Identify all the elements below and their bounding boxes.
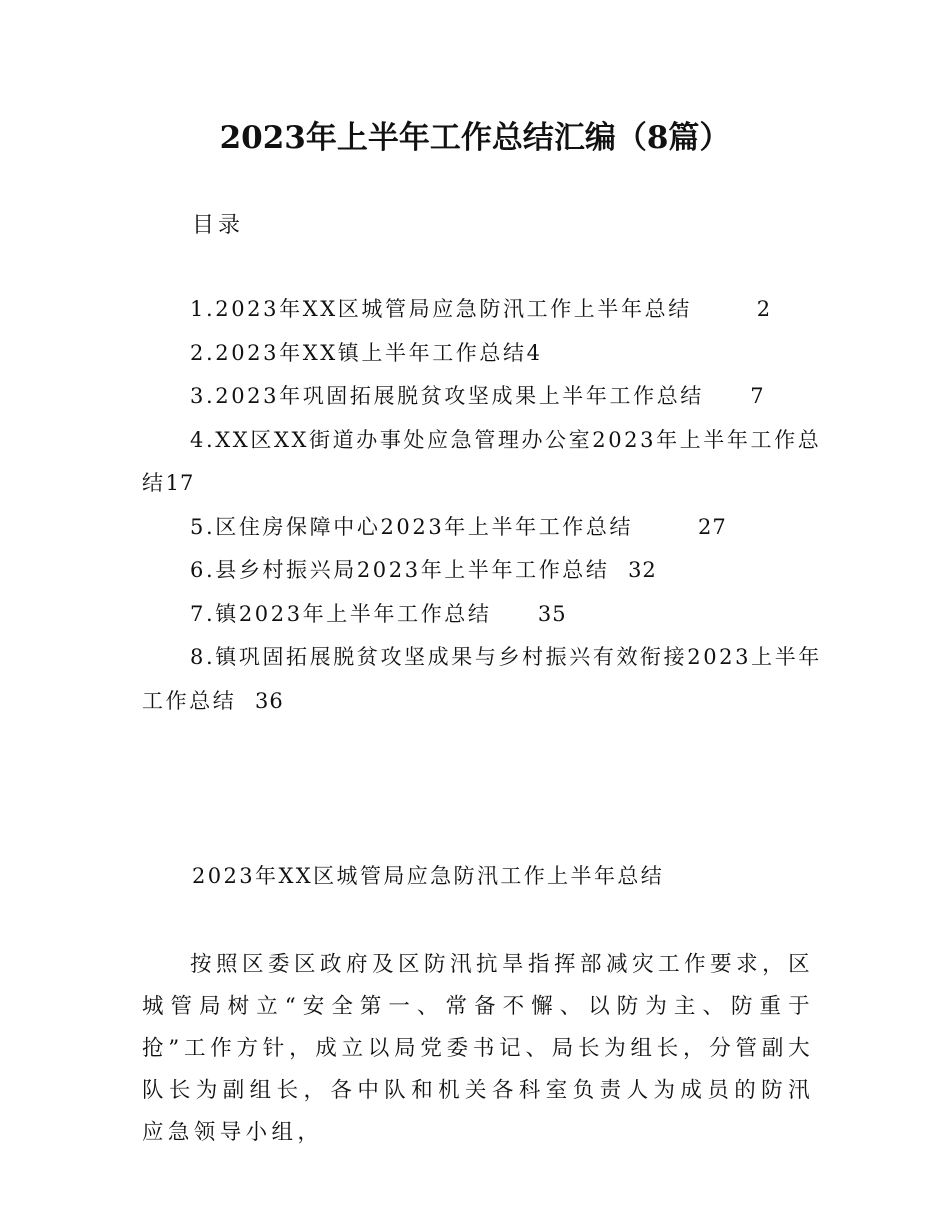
toc-item-number: 8. (190, 645, 216, 669)
toc-item-gap (236, 689, 255, 713)
toc-item-page: 17 (165, 471, 195, 495)
toc-item[interactable] (142, 332, 822, 376)
toc-item-gap (610, 558, 629, 582)
toc-item-page: 35 (537, 601, 567, 626)
toc-item-gap (633, 515, 698, 539)
toc-item[interactable] (142, 636, 822, 723)
section-title: 2023年XX区城管局应急防汛工作上半年总结 (192, 864, 665, 888)
toc-item-gap (704, 384, 750, 408)
toc-item-page: 2 (756, 297, 772, 321)
toc-item-text: 县乡村振兴局2023年上半年工作总结 (215, 558, 610, 582)
toc-item-text: 2023年XX区城管局应急防汛工作上半年总结 (215, 297, 692, 321)
body-paragraph: 按照区委区政府及区防汛抗旱指挥部减灾工作要求，区城管局树立“安全第一、常备不懈、以防为主、防重于抢”工作方针，成立以局党委书记、局长为组长，分管副大队长为副组长，各中队和机关各科室负责人为成员的防汛应急领导小组， (142, 952, 814, 1145)
toc-item-number: 3. (190, 384, 216, 408)
toc-item[interactable] (142, 506, 822, 550)
toc-item-number: 2. (190, 340, 216, 365)
toc-item-text: 区住房保障中心2023年上半年工作总结 (215, 514, 634, 539)
toc-item-text: 2023年巩固拓展脱贫攻坚成果上半年工作总结 (215, 384, 704, 408)
toc-item-number: 5. (190, 514, 216, 539)
document-title: 2023年上半年工作总结汇编（8篇） (219, 120, 731, 156)
toc-item-gap (492, 602, 538, 626)
toc-item[interactable] (142, 288, 822, 332)
toc-item-number: 4. (190, 427, 216, 452)
toc-item-page: 36 (254, 688, 284, 713)
toc-item-number: 7. (190, 601, 216, 626)
toc-item-text: 镇巩固拓展脱贫攻坚成果与乡村振兴有效衔接2023上半年工作总结 (142, 645, 822, 713)
toc-item-number: 1. (190, 297, 216, 321)
toc-item-page: 32 (628, 558, 657, 582)
toc-item-text: XX区XX街道办事处应急管理办公室2023年上半年工作总结 (142, 427, 822, 495)
toc-item[interactable] (142, 549, 822, 593)
toc-item-page: 4 (526, 340, 541, 365)
toc-item-text: 2023年XX镇上半年工作总结 (215, 340, 527, 365)
toc-item-number: 6. (190, 558, 216, 582)
toc-item-text: 镇2023年上半年工作总结 (215, 601, 492, 626)
toc-item[interactable] (142, 419, 822, 506)
toc-item[interactable] (142, 375, 822, 419)
toc-heading: 目录 (192, 213, 245, 238)
toc-item-gap (692, 297, 757, 321)
toc-item-page: 7 (750, 384, 765, 408)
table-of-contents (142, 288, 822, 723)
toc-item[interactable] (142, 593, 822, 637)
toc-item-page: 27 (698, 514, 727, 539)
